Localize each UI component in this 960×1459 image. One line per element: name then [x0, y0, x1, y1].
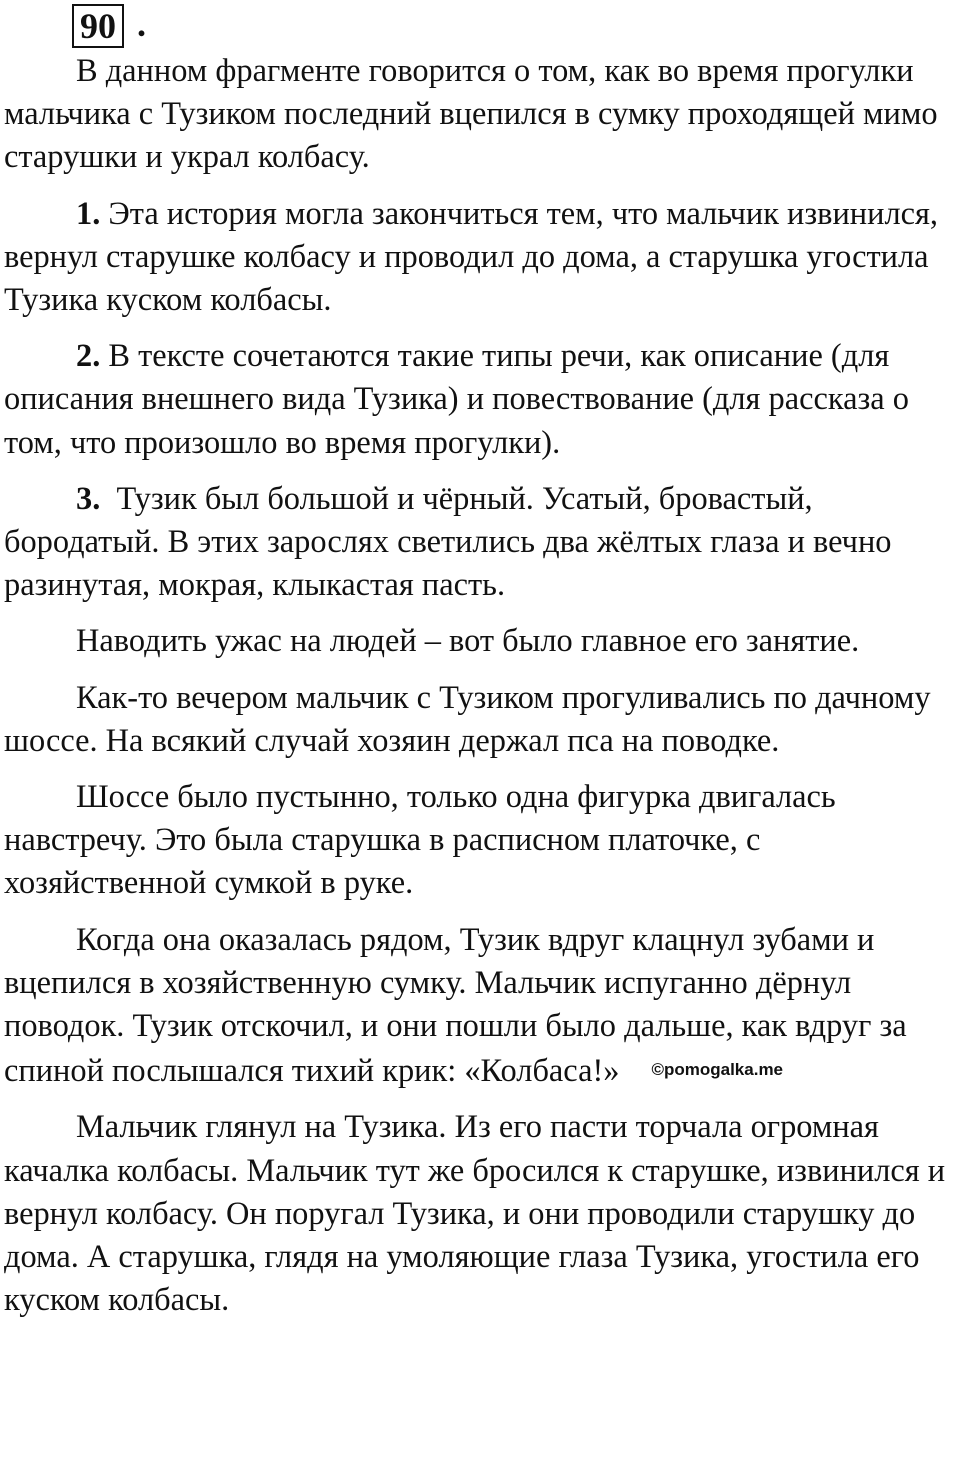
- answer-item-2-number: 2.: [76, 338, 101, 375]
- intro-paragraph: В данном фрагменте говорится о том, как во время прогулки мальчика с Тузиком последний вцепился в сумку проходящей мимо старушки и украл колбасу.: [4, 53, 938, 176]
- task-header: [4, 4, 958, 50]
- task-number-dot: .: [137, 4, 146, 44]
- answer-item-1: [4, 193, 958, 323]
- answer-item-3-text: Тузик был большой и чёрный. Усатый, бровастый, бородатый. В этих зарослях светились два жёлтых глаза и вечно разинутая, мокрая, клыкастая пасть.: [4, 480, 900, 604]
- story-paragraph-5: Мальчик глянул на Тузика. Из его пасти торчала огромная качалка колбасы. Мальчик тут же бросился к старушке, извинился и вернул колбасу. Он поругал Тузика, и они проводили старушку до дома. А старушка, глядя на умоляющие глаза Тузика, угостила его куском колбасы.: [4, 1109, 946, 1319]
- answer-item-1-number: 1.: [76, 195, 101, 232]
- task-number-box: 90: [72, 4, 124, 48]
- story-paragraph-4-text: Когда она оказалась рядом, Тузик вдруг клацнул зубами и вцепился в хозяйственную сумку. Мальчик испуганно дёрнул поводок. Тузик отскочил, и они пошли было дальше, как вдруг за спиной послышался тихий крик: «Колбаса!»: [4, 921, 907, 1090]
- answer-item-3: [4, 478, 958, 608]
- story-paragraph-1: Наводить ужас на людей – вот было главное его занятие.: [76, 623, 860, 660]
- document-page: [4, 4, 958, 1322]
- story-paragraph-3: Шоссе было пустынно, только одна фигурка двигалась навстречу. Это была старушка в расписном платочке, с хозяйственной сумкой в руке.: [4, 779, 836, 902]
- watermark: ©pomogalka.me: [651, 1060, 784, 1080]
- story-paragraph-2: Как-то вечером мальчик с Тузиком прогуливались по дачному шоссе. На всякий случай хозяин держал пса на поводке.: [4, 679, 931, 759]
- answer-item-2: [4, 335, 958, 465]
- story-paragraph-4: [4, 919, 958, 1094]
- answer-item-3-number: 3.: [76, 480, 101, 517]
- answer-item-1-text: Эта история могла закончиться тем, что мальчик извинился, вернул старушке колбасу и проводил до дома, а старушка угостила Тузика куском колбасы.: [4, 195, 939, 319]
- answer-item-2-text: В тексте сочетаются такие типы речи, как описание (для описания внешнего вида Тузика) и повествование (для рассказа о том, что произошло во время прогулки).: [4, 338, 909, 461]
